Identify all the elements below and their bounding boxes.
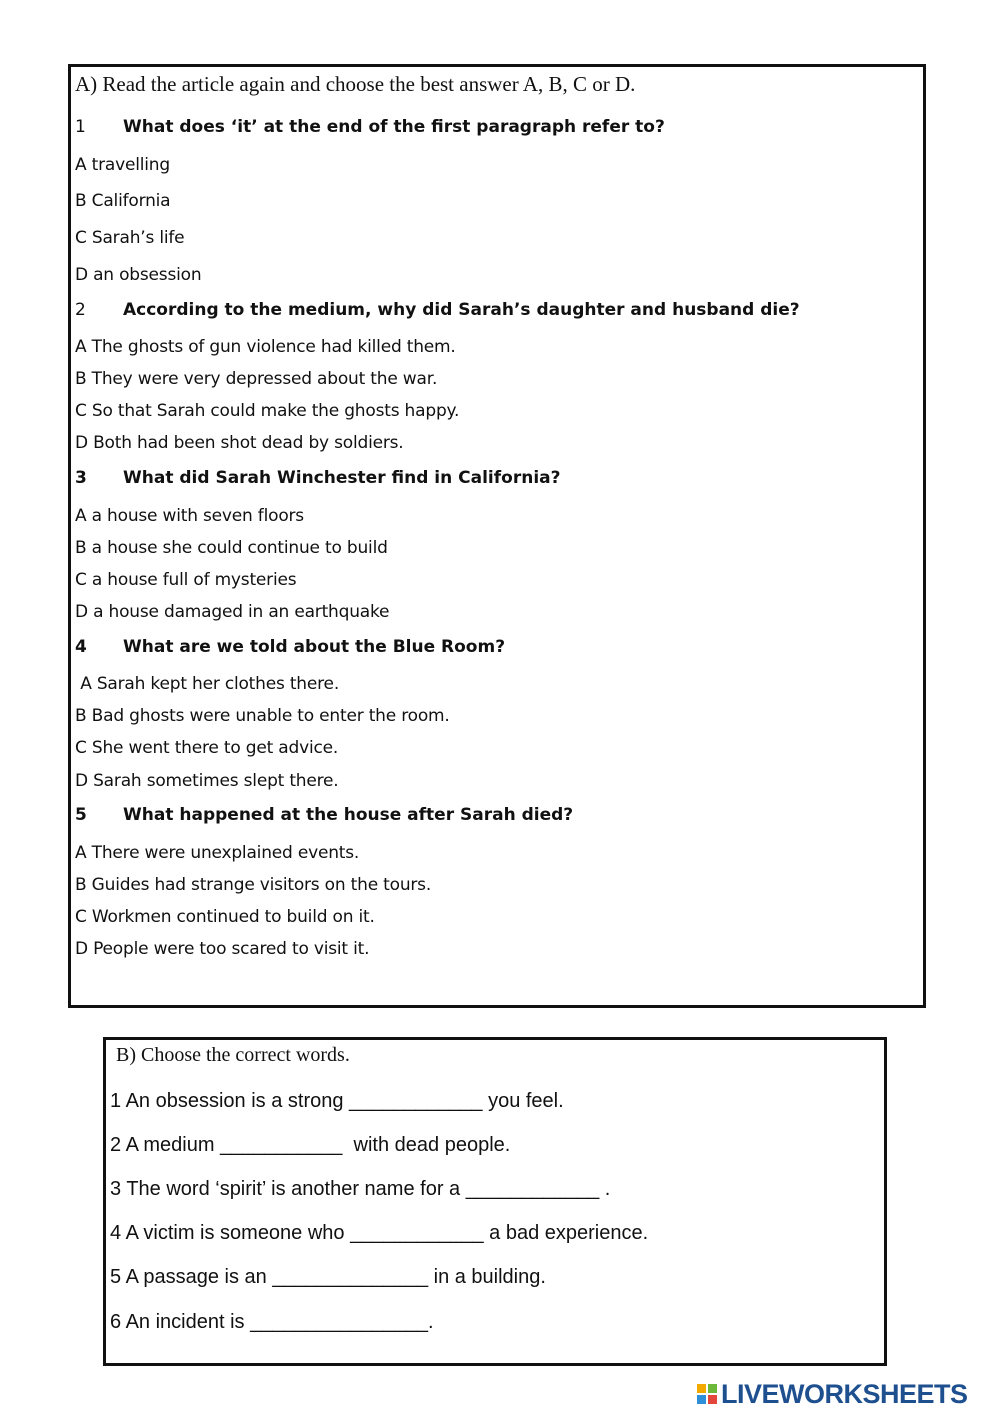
question-text: What does ‘it’ at the end of the first paragraph refer to? bbox=[123, 117, 665, 137]
q1-option-d[interactable]: D an obsession bbox=[75, 265, 202, 285]
question-2 bbox=[75, 300, 800, 320]
question-3 bbox=[75, 468, 560, 488]
question-text: According to the medium, why did Sarah’s daughter and husband die? bbox=[123, 300, 800, 320]
sentence-4[interactable]: 4 A victim is someone who ____________ a bad experience. bbox=[110, 1222, 649, 1244]
q5-option-c[interactable]: C Workmen continued to build on it. bbox=[75, 907, 375, 927]
question-number: 4 bbox=[75, 637, 87, 657]
question-text: What are we told about the Blue Room? bbox=[123, 637, 506, 657]
question-4 bbox=[75, 637, 505, 657]
sentence-2[interactable]: 2 A medium ___________ with dead people. bbox=[110, 1134, 511, 1156]
question-5 bbox=[75, 805, 573, 825]
q5-option-a[interactable]: A There were unexplained events. bbox=[75, 843, 360, 863]
question-text: What did Sarah Winchester find in California? bbox=[123, 468, 561, 488]
sentence-3[interactable]: 3 The word ‘spirit’ is another name for a ____________ . bbox=[110, 1178, 611, 1200]
q2-option-c[interactable]: C So that Sarah could make the ghosts happy. bbox=[75, 401, 460, 421]
question-number: 5 bbox=[75, 805, 87, 825]
q2-option-b[interactable]: B They were very depressed about the war. bbox=[75, 369, 438, 389]
logo-text: LIVEWORKSHEETS bbox=[721, 1378, 968, 1409]
q4-option-d[interactable]: D Sarah sometimes slept there. bbox=[75, 771, 339, 791]
q1-option-c[interactable]: C Sarah’s life bbox=[75, 228, 185, 248]
question-text: What happened at the house after Sarah died? bbox=[123, 805, 574, 825]
q2-option-a[interactable]: A The ghosts of gun violence had killed them. bbox=[75, 337, 456, 357]
q3-option-d[interactable]: D a house damaged in an earthquake bbox=[75, 602, 390, 622]
question-number: 1 bbox=[75, 117, 86, 137]
sentence-5[interactable]: 5 A passage is an ______________ in a building. bbox=[110, 1266, 546, 1288]
q1-option-a[interactable]: A travelling bbox=[75, 155, 170, 175]
question-number: 3 bbox=[75, 468, 87, 488]
section-b-title: B) Choose the correct words. bbox=[116, 1044, 350, 1066]
question-1 bbox=[75, 117, 665, 137]
q4-option-b[interactable]: B Bad ghosts were unable to enter the room. bbox=[75, 706, 450, 726]
question-number: 2 bbox=[75, 300, 86, 320]
liveworksheets-logo bbox=[697, 1378, 968, 1410]
q4-option-a[interactable]: A Sarah kept her clothes there. bbox=[75, 674, 340, 694]
q4-option-c[interactable]: C She went there to get advice. bbox=[75, 738, 339, 758]
q5-option-d[interactable]: D People were too scared to visit it. bbox=[75, 939, 370, 959]
q2-option-d[interactable]: D Both had been shot dead by soldiers. bbox=[75, 433, 404, 453]
logo-mark-icon bbox=[697, 1384, 717, 1404]
q5-option-b[interactable]: B Guides had strange visitors on the tours. bbox=[75, 875, 432, 895]
q1-option-b[interactable]: B California bbox=[75, 191, 171, 211]
sentence-1[interactable]: 1 An obsession is a strong ____________ you feel. bbox=[110, 1090, 564, 1112]
q3-option-c[interactable]: C a house full of mysteries bbox=[75, 570, 297, 590]
q3-option-a[interactable]: A a house with seven floors bbox=[75, 506, 304, 526]
sentence-6[interactable]: 6 An incident is ________________. bbox=[110, 1311, 434, 1333]
q3-option-b[interactable]: B a house she could continue to build bbox=[75, 538, 388, 558]
section-a-title: A) Read the article again and choose the best answer A, B, C or D. bbox=[75, 72, 636, 96]
section-a-box bbox=[68, 64, 926, 1008]
